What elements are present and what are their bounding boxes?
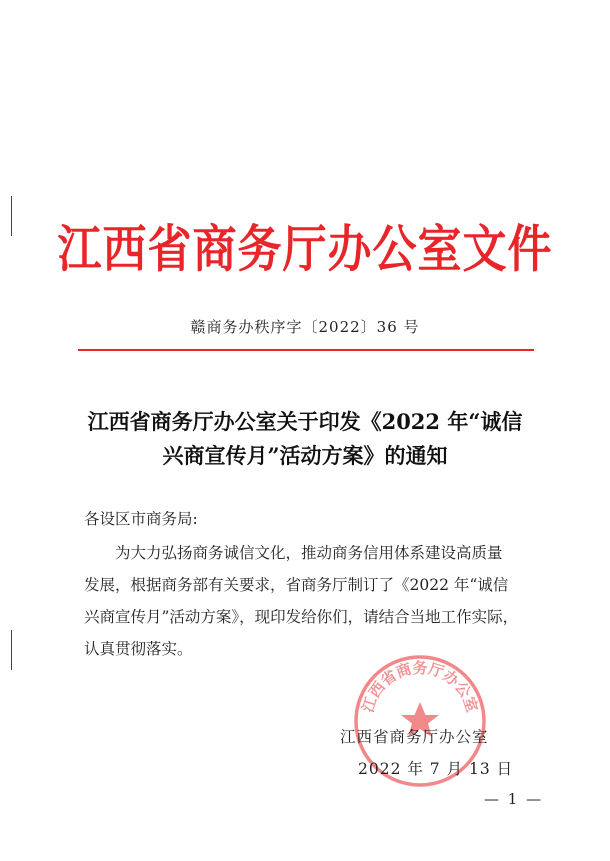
body-paragraph [84,537,530,665]
body-line: 为大力弘扬商务诚信文化，推动商务信用体系建设高质量 [115,544,503,562]
seal-text: 江西省商务厅办公室 [358,659,482,715]
document-title [80,405,530,473]
document-header-title: 江西省商务厅办公室文件 [57,220,553,280]
body-line: 认真贯彻落实。 [84,640,193,658]
signature-date: 2022 年 7 月 13 日 [358,760,514,778]
body-line: 发展，根据商务部有关要求，省商务厅制订了《2022 年“诚信 [84,576,509,594]
page-number: — 1 — [484,790,544,808]
scan-edge-mark [11,630,12,670]
document-number: 赣商务办秩序字〔2022〕36 号 [190,318,420,336]
red-separator-line [78,349,534,351]
salutation: 各设区市商务局: [84,510,198,528]
document-title-line: 江西省商务厅办公室关于印发《2022 年“诚信 [87,409,523,434]
signature-organization: 江西省商务厅办公室 [340,728,489,746]
document-title-line: 兴商宣传月”活动方案》的通知 [162,443,448,468]
body-line: 兴商宣传月”活动方案》，现印发给你们，请结合当地工作实际， [84,608,519,626]
